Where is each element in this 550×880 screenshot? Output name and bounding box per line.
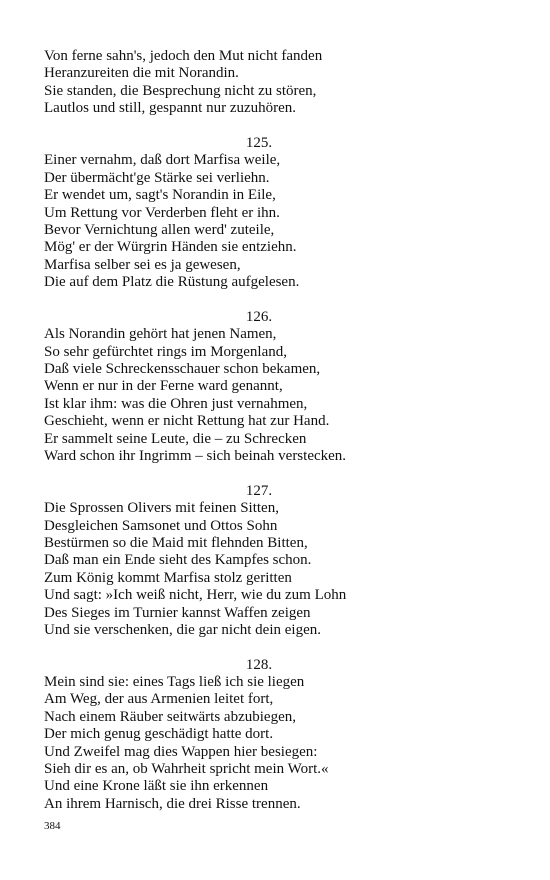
verse-line: Und eine Krone läßt sie ihn erkennen — [44, 778, 269, 795]
stanza-number: 128. — [245, 656, 273, 673]
verse-line: Am Weg, der aus Armenien leitet fort, — [44, 691, 274, 708]
verse-line: Geschieht, wenn er nicht Rettung hat zur Hand. — [44, 413, 330, 430]
poem-page — [44, 48, 474, 813]
verse-line: Er sammelt seine Leute, die – zu Schrecken — [44, 430, 307, 447]
verse-line: Heranzureiten die mit Norandin. — [44, 65, 239, 82]
verse-line: Um Rettung vor Verderben fleht er ihn. — [44, 204, 280, 221]
stanza-126 — [44, 309, 474, 466]
verse-line: Daß viele Schreckensschauer schon bekamen, — [44, 361, 321, 378]
stanza-128 — [44, 657, 474, 814]
verse-line: Sie standen, die Besprechung nicht zu stören, — [44, 82, 317, 99]
verse-line: Desgleichen Samsonet und Ottos Sohn — [44, 517, 278, 534]
verse-line: Daß man ein Ende sieht des Kampfes schon. — [44, 552, 312, 569]
verse-line: Die Sprossen Olivers mit feinen Sitten, — [44, 500, 279, 517]
stanza-continuation — [44, 48, 474, 118]
verse-line: Ist klar ihm: was die Ohren just vernahmen, — [44, 395, 308, 412]
verse-line: Der mich genug geschädigt hatte dort. — [44, 726, 274, 743]
stanza-number: 127. — [245, 482, 273, 499]
page-number: 384 — [44, 820, 61, 832]
verse-line: Wenn er nur in der Ferne ward genannt, — [44, 378, 283, 395]
verse-line: An ihrem Harnisch, die drei Risse trennen. — [44, 795, 301, 812]
verse-line: Des Sieges im Turnier kannst Waffen zeigen — [44, 604, 311, 621]
stanza-127 — [44, 483, 474, 640]
verse-line: Lautlos und still, gespannt nur zuzuhören. — [44, 100, 297, 117]
verse-line: Zum König kommt Marfisa stolz geritten — [44, 569, 292, 586]
verse-line: Marfisa selber sei es ja gewesen, — [44, 256, 241, 273]
verse-line: Von ferne sahn's, jedoch den Mut nicht fanden — [44, 48, 323, 64]
verse-line: Einer vernahm, daß dort Marfisa weile, — [44, 152, 281, 169]
verse-line: Und sie verschenken, die gar nicht dein eigen. — [44, 621, 321, 638]
verse-line: Ward schon ihr Ingrimm – sich beinah verstecken. — [44, 447, 347, 464]
verse-line: Bestürmen so die Maid mit flehnden Bitten, — [44, 534, 308, 551]
verse-line: Als Norandin gehört hat jenen Namen, — [44, 326, 277, 343]
stanza-125 — [44, 135, 474, 292]
verse-line: Und sagt: »Ich weiß nicht, Herr, wie du zum Lohn — [44, 587, 347, 604]
verse-line: Der übermächt'ge Stärke sei verliehn. — [44, 169, 270, 186]
verse-line: Er wendet um, sagt's Norandin in Eile, — [44, 187, 276, 204]
stanza-number: 126. — [245, 308, 273, 325]
verse-line: Sieh dir es an, ob Wahrheit spricht mein Wort.« — [44, 761, 329, 778]
verse-line: Und Zweifel mag dies Wappen hier besiegen: — [44, 743, 318, 760]
verse-line: Die auf dem Platz die Rüstung aufgelesen. — [44, 274, 300, 291]
stanza-number: 125. — [245, 134, 273, 151]
verse-line: Nach einem Räuber seitwärts abzubiegen, — [44, 708, 296, 725]
verse-line: Mein sind sie: eines Tags ließ ich sie liegen — [44, 674, 305, 691]
verse-line: Bevor Vernichtung allen werd' zuteile, — [44, 221, 275, 238]
verse-line: Mög' er der Würgrin Händen sie entziehn. — [44, 239, 297, 256]
verse-line: So sehr gefürchtet rings im Morgenland, — [44, 343, 288, 360]
